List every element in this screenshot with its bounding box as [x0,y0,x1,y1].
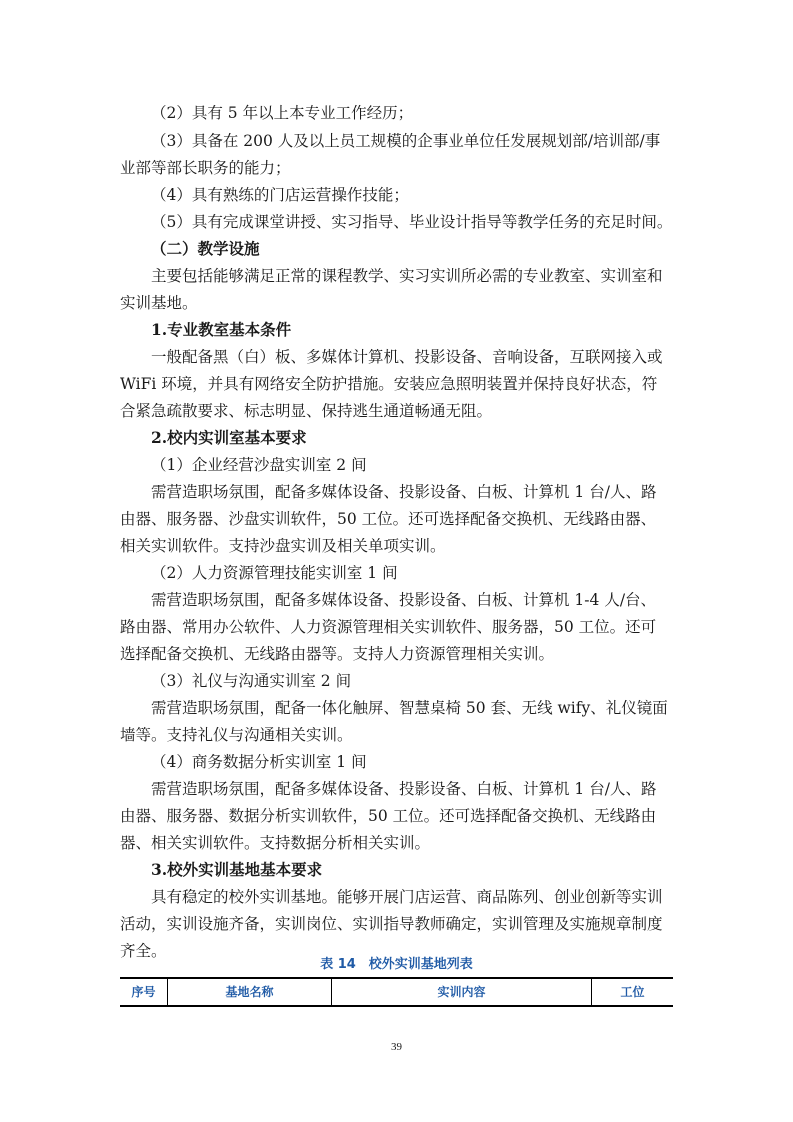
subsection-heading: 3.校外实训基地基本要求 [151,860,323,879]
body-line: （2）具有 5 年以上本专业工作经历； [151,104,414,122]
body-line: 业部等部长职务的能力； [120,159,291,177]
body-line: 主要包括能够满足正常的课程教学、实习实训所必需的专业教室、实训室和 [151,267,663,285]
subsection-heading: 2.校内实训室基本要求 [151,428,307,447]
header-cell-name: 基地名称 [225,985,274,999]
header-cell-index: 序号 [131,985,156,999]
table-header-rule [120,1005,673,1007]
header-cell-seats: 工位 [620,985,645,999]
body-line: 具有稳定的校外实训基地。能够开展门店运营、商品陈列、创业创新等实训 [151,888,663,906]
item-heading: （2）人力资源管理技能实训室 1 间 [151,564,398,582]
section-heading: （二）教学设施 [151,239,260,258]
item-heading: （4）商务数据分析实训室 1 间 [151,753,367,771]
page-number: 39 [391,1041,402,1053]
body-line: 路由器、常用办公软件、人力资源管理相关实训软件、服务器，50 工位。还可 [120,618,657,636]
body-line: 需营造职场氛围，配备一体化触屏、智慧桌椅 50 套、无线 wify、礼仪镜面 [151,699,668,717]
body-line: 合紧急疏散要求、标志明显、保持逃生通道畅通无阻。 [120,402,493,420]
item-heading: （3）礼仪与沟通实训室 2 间 [151,672,352,690]
body-line: （4）具有熟练的门店运营操作技能； [151,186,409,204]
body-line: 相关实训软件。支持沙盘实训及相关单项实训。 [120,537,446,555]
body-line: 由器、服务器、沙盘实训软件，50 工位。还可选择配备交换机、无线路由器、 [120,510,657,528]
subsection-heading: 1.专业教室基本条件 [151,320,292,339]
body-line: 需营造职场氛围，配备多媒体设备、投影设备、白板、计算机 1 台/人、路 [151,483,657,501]
body-line: WiFi 环境，并具有网络安全防护措施。安装应急照明装置并保持良好状态，符 [120,375,658,393]
body-line: 齐全。 [120,942,167,960]
body-line: 一般配备黑（白）板、多媒体计算机、投影设备、音响设备，互联网接入或 [151,348,663,366]
body-line: 选择配备交换机、无线路由器等。支持人力资源管理相关实训。 [120,645,555,663]
body-line: 活动，实训设施齐备，实训岗位、实训指导教师确定，实训管理及实施规章制度 [120,915,663,933]
body-line: 实训基地。 [120,294,198,312]
header-cell-content: 实训内容 [437,985,486,999]
table-caption: 表 14 校外实训基地列表 [320,957,473,972]
body-line: （3）具备在 200 人及以上员工规模的企事业单位任发展规划部/培训部/事 [151,132,661,150]
body-line: 需营造职场氛围，配备多媒体设备、投影设备、白板、计算机 1 台/人、路 [151,780,657,798]
body-line: 墙等。支持礼仪与沟通相关实训。 [120,726,353,744]
body-line: 需营造职场氛围，配备多媒体设备、投影设备、白板、计算机 1-4 人/台、 [151,591,657,609]
body-line: 器、相关实训软件。支持数据分析相关实训。 [120,834,431,852]
body-line: （5）具有完成课堂讲授、实习指导、毕业设计指导等教学任务的充足时间。 [151,213,673,231]
body-line: 由器、服务器、数据分析实训软件，50 工位。还可选择配备交换机、无线路由 [120,807,657,825]
item-heading: （1）企业经营沙盘实训室 2 间 [151,456,367,474]
